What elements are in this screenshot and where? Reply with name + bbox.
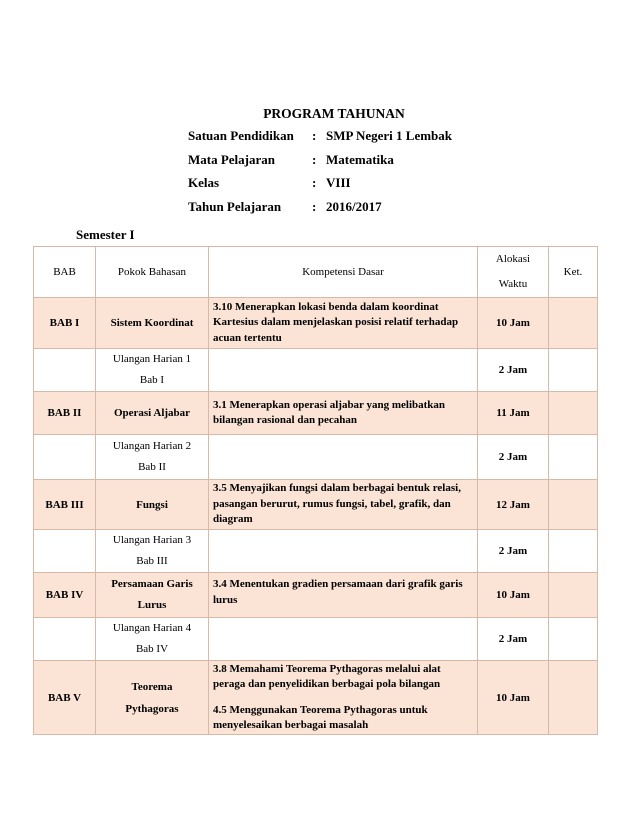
cell-kd: 3.5 Menyajikan fungsi dalam berbagai bentuk relasi, pasangan berurut, rumus fungsi, tabel, grafik, dan diagram xyxy=(209,480,478,530)
cell-bab: BAB III xyxy=(34,480,96,530)
cell-kd xyxy=(209,530,478,573)
cell-pokok xyxy=(96,573,209,618)
meta-row-tahun xyxy=(188,195,452,219)
meta-colon: : xyxy=(312,198,317,214)
cell-bab: BAB II xyxy=(34,392,96,435)
header-alokasi-line1: Alokasi xyxy=(495,253,531,265)
cell-ket xyxy=(549,480,598,530)
cell-kd-item2: 4.5 Menggunakan Teorema Pythagoras untuk menyelesaikan berbagai masalah xyxy=(213,703,428,731)
meta-value: Matematika xyxy=(326,151,394,167)
cell-pokok-line1: Ulangan Harian 1 xyxy=(112,353,192,365)
cell-kd: 3.4 Menentukan gradien persamaan dari grafik garis lurus xyxy=(209,573,478,618)
header-kompetensi-dasar: Kompetensi Dasar xyxy=(209,247,478,298)
semester-label: Semester I xyxy=(76,227,135,242)
cell-kd xyxy=(209,435,478,480)
cell-pokok: Sistem Koordinat xyxy=(96,298,209,349)
cell-pokok-line2: Bab I xyxy=(139,374,165,386)
table-row xyxy=(34,435,598,480)
cell-ket xyxy=(549,435,598,480)
cell-pokok-line1: Ulangan Harian 2 xyxy=(112,440,192,452)
document-meta xyxy=(188,124,452,218)
cell-pokok-line1: Persamaan Garis xyxy=(111,578,193,590)
program-table xyxy=(33,246,598,735)
page-title: PROGRAM TAHUNAN xyxy=(263,106,405,121)
cell-bab xyxy=(34,618,96,661)
meta-row-satuan xyxy=(188,124,452,148)
table-row xyxy=(34,349,598,392)
cell-ket xyxy=(549,349,598,392)
cell-bab xyxy=(34,530,96,573)
meta-row-mapel xyxy=(188,148,452,172)
meta-label: Kelas xyxy=(188,175,220,190)
cell-waktu: 10 Jam xyxy=(478,573,549,618)
meta-label: Mata Pelajaran xyxy=(188,151,276,167)
cell-waktu: 10 Jam xyxy=(478,661,549,735)
cell-ket xyxy=(549,392,598,435)
table-row xyxy=(34,618,598,661)
table-row xyxy=(34,661,598,735)
cell-ket xyxy=(549,618,598,661)
cell-pokok xyxy=(96,661,209,735)
cell-pokok-line2: Pythagoras xyxy=(125,702,179,715)
cell-ket xyxy=(549,298,598,349)
meta-label: Tahun Pelajaran xyxy=(188,198,282,214)
table-row xyxy=(34,298,598,349)
table-row xyxy=(34,392,598,435)
cell-kd xyxy=(209,661,478,735)
cell-ket xyxy=(549,530,598,573)
meta-value: 2016/2017 xyxy=(326,198,382,214)
table-row xyxy=(34,480,598,530)
cell-pokok-line2: Bab IV xyxy=(135,643,169,655)
cell-pokok-line2: Bab III xyxy=(136,555,168,567)
cell-waktu: 2 Jam xyxy=(478,530,549,573)
cell-pokok-line1: Ulangan Harian 4 xyxy=(112,622,192,634)
cell-pokok xyxy=(96,349,209,392)
meta-label: Satuan Pendidikan xyxy=(188,128,294,143)
header-alokasi-waktu xyxy=(478,247,549,298)
cell-kd xyxy=(209,349,478,392)
cell-waktu: 2 Jam xyxy=(478,435,549,480)
table-row xyxy=(34,530,598,573)
table-header-row xyxy=(34,247,598,298)
table-row xyxy=(34,573,598,618)
cell-bab: BAB IV xyxy=(34,573,96,618)
cell-pokok: Operasi Aljabar xyxy=(96,392,209,435)
header-ket: Ket. xyxy=(549,247,598,298)
cell-waktu: 11 Jam xyxy=(478,392,549,435)
cell-pokok-line2: Bab II xyxy=(138,461,166,473)
cell-bab xyxy=(34,349,96,392)
cell-bab: BAB V xyxy=(34,661,96,735)
cell-kd xyxy=(209,618,478,661)
cell-waktu: 10 Jam xyxy=(478,298,549,349)
meta-colon: : xyxy=(312,128,317,143)
cell-kd: 3.10 Menerapkan lokasi benda dalam koordinat Kartesius dalam menjelaskan posisi relatif terhadap acuan tertentu xyxy=(209,298,478,349)
meta-value: SMP Negeri 1 Lembak xyxy=(326,128,453,143)
cell-pokok-line1: Ulangan Harian 3 xyxy=(112,534,192,546)
cell-pokok-line1: Teorema xyxy=(131,680,173,693)
header-pokok-bahasan: Pokok Bahasan xyxy=(96,247,209,298)
meta-value: VIII xyxy=(326,175,351,190)
header-bab: BAB xyxy=(34,247,96,298)
cell-waktu: 2 Jam xyxy=(478,349,549,392)
cell-pokok xyxy=(96,435,209,480)
meta-colon: : xyxy=(312,151,317,167)
cell-waktu: 2 Jam xyxy=(478,618,549,661)
header-alokasi-line2: Waktu xyxy=(498,278,528,290)
cell-pokok xyxy=(96,530,209,573)
cell-bab xyxy=(34,435,96,480)
cell-bab: BAB I xyxy=(34,298,96,349)
meta-row-kelas xyxy=(188,171,452,195)
cell-pokok-line2: Lurus xyxy=(137,599,167,611)
cell-ket xyxy=(549,573,598,618)
cell-kd: 3.1 Menerapkan operasi aljabar yang melibatkan bilangan rasional dan pecahan xyxy=(209,392,478,435)
cell-pokok: Fungsi xyxy=(96,480,209,530)
meta-colon: : xyxy=(312,175,317,190)
cell-pokok xyxy=(96,618,209,661)
cell-waktu: 12 Jam xyxy=(478,480,549,530)
cell-ket xyxy=(549,661,598,735)
cell-kd-item1: 3.8 Memahami Teorema Pythagoras melalui alat peraga dan penyelidikan berbagai pola bilangan xyxy=(213,662,441,690)
